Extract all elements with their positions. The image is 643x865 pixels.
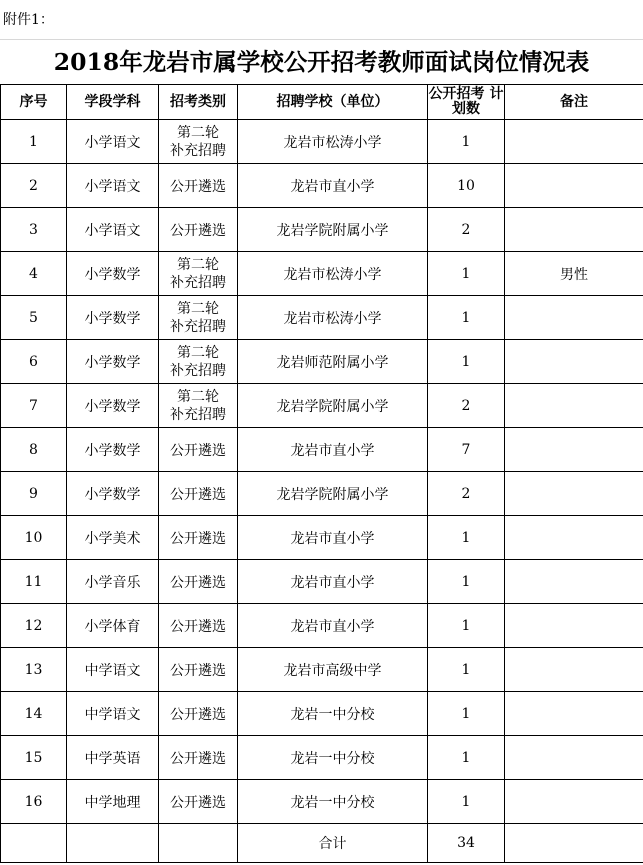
row-note [505,736,643,780]
row-number: 1 [1,120,67,164]
row-note [505,560,643,604]
row-number: 13 [1,648,67,692]
row-plan-count: 10 [428,164,505,208]
row-recruit-type-line: 第二轮 [177,124,219,141]
table-row [1,560,643,604]
row-note [505,648,643,692]
row-number: 8 [1,428,67,472]
row-note [505,384,643,428]
row-recruit-type: 公开遴选 [159,560,238,604]
row-subject: 中学地理 [67,780,159,824]
row-recruit-type [159,252,238,296]
total-label: 合计 [238,824,428,863]
row-plan-count: 1 [428,648,505,692]
row-number: 11 [1,560,67,604]
row-recruit-type: 公开遴选 [159,736,238,780]
row-recruit-type [159,296,238,340]
row-school: 龙岩师范附属小学 [238,340,428,384]
row-school: 龙岩市直小学 [238,164,428,208]
row-recruit-type-line: 第二轮 [177,300,219,317]
row-subject: 小学数学 [67,428,159,472]
row-school: 龙岩市直小学 [238,428,428,472]
header-subject: 学段学科 [67,85,159,120]
total-no-cell [1,824,67,863]
row-subject: 小学数学 [67,472,159,516]
row-recruit-type-line: 第二轮 [177,388,219,405]
row-recruit-type-line: 补充招聘 [170,318,226,335]
row-recruit-type: 公开遴选 [159,692,238,736]
table-row [1,208,643,252]
row-number: 6 [1,340,67,384]
row-school: 龙岩市直小学 [238,604,428,648]
total-value: 34 [428,824,505,863]
row-subject: 小学语文 [67,164,159,208]
table-row [1,164,643,208]
row-subject: 中学英语 [67,736,159,780]
row-plan-count: 1 [428,560,505,604]
row-school: 龙岩一中分校 [238,780,428,824]
row-recruit-type: 公开遴选 [159,604,238,648]
row-recruit-type: 公开遴选 [159,516,238,560]
row-recruit-type-line: 补充招聘 [170,362,226,379]
header-school: 招聘学校（单位） [238,85,428,120]
row-plan-count: 1 [428,252,505,296]
row-plan-count: 2 [428,208,505,252]
row-subject: 小学美术 [67,516,159,560]
row-subject: 小学语文 [67,120,159,164]
table-row [1,736,643,780]
header-type: 招考类别 [159,85,238,120]
table-row [1,340,643,384]
attachment-label: 附件1： [0,0,643,40]
row-school: 龙岩学院附属小学 [238,384,428,428]
row-note [505,428,643,472]
row-plan-count: 1 [428,780,505,824]
row-plan-count: 1 [428,296,505,340]
row-school: 龙岩市高级中学 [238,648,428,692]
row-subject: 小学数学 [67,384,159,428]
row-plan-count: 2 [428,384,505,428]
row-number: 3 [1,208,67,252]
row-recruit-type-line: 第二轮 [177,344,219,361]
row-school: 龙岩市松涛小学 [238,252,428,296]
row-note [505,296,643,340]
table-row [1,780,643,824]
table-row [1,648,643,692]
row-plan-count: 1 [428,516,505,560]
row-number: 4 [1,252,67,296]
row-note [505,780,643,824]
table-row [1,252,643,296]
row-plan-count: 7 [428,428,505,472]
total-note-cell [505,824,643,863]
header-plan [428,85,505,120]
row-recruit-type-line: 补充招聘 [170,142,226,159]
row-subject: 小学数学 [67,340,159,384]
row-note [505,472,643,516]
row-recruit-type: 公开遴选 [159,164,238,208]
header-no: 序号 [1,85,67,120]
row-note [505,120,643,164]
row-subject: 小学数学 [67,252,159,296]
total-subject-cell [67,824,159,863]
table-row [1,384,643,428]
row-school: 龙岩市松涛小学 [238,120,428,164]
table-row [1,296,643,340]
row-plan-count: 1 [428,120,505,164]
table-row [1,516,643,560]
row-recruit-type: 公开遴选 [159,472,238,516]
header-plan-line1: 公开招考 [428,86,485,102]
row-note [505,604,643,648]
row-school: 龙岩学院附属小学 [238,472,428,516]
row-school: 龙岩市直小学 [238,560,428,604]
header-note: 备注 [505,85,643,120]
row-note [505,516,643,560]
row-recruit-type [159,384,238,428]
row-plan-count: 1 [428,604,505,648]
row-recruit-type-line: 补充招聘 [170,406,226,423]
row-number: 5 [1,296,67,340]
header-row [1,85,643,120]
row-subject: 小学体育 [67,604,159,648]
row-subject: 小学数学 [67,296,159,340]
row-subject: 中学语文 [67,648,159,692]
row-school: 龙岩一中分校 [238,736,428,780]
row-subject: 小学语文 [67,208,159,252]
row-recruit-type: 公开遴选 [159,208,238,252]
row-number: 9 [1,472,67,516]
table-row [1,604,643,648]
row-school: 龙岩一中分校 [238,692,428,736]
row-note [505,692,643,736]
page-title: 2018年龙岩市属学校公开招考教师面试岗位情况表 [53,48,590,76]
row-number: 7 [1,384,67,428]
row-recruit-type: 公开遴选 [159,648,238,692]
table-row [1,472,643,516]
row-recruit-type [159,340,238,384]
row-plan-count: 1 [428,692,505,736]
row-recruit-type-line: 第二轮 [177,256,219,273]
row-note: 男性 [505,252,643,296]
row-recruit-type [159,120,238,164]
row-school: 龙岩市松涛小学 [238,296,428,340]
row-number: 10 [1,516,67,560]
row-subject: 中学语文 [67,692,159,736]
row-plan-count: 1 [428,736,505,780]
row-school: 龙岩学院附属小学 [238,208,428,252]
row-school: 龙岩市直小学 [238,516,428,560]
row-plan-count: 2 [428,472,505,516]
row-subject: 小学音乐 [67,560,159,604]
row-recruit-type: 公开遴选 [159,780,238,824]
table-row [1,120,643,164]
positions-table [0,84,643,863]
row-number: 14 [1,692,67,736]
row-plan-count: 1 [428,340,505,384]
row-note [505,208,643,252]
table-row [1,428,643,472]
row-number: 12 [1,604,67,648]
row-recruit-type: 公开遴选 [159,428,238,472]
total-row [1,824,643,863]
table-row [1,692,643,736]
table-body [1,120,643,824]
row-note [505,340,643,384]
row-note [505,164,643,208]
total-type-cell [159,824,238,863]
row-recruit-type-line: 补充招聘 [170,274,226,291]
row-number: 2 [1,164,67,208]
header-plan-line2: 计划数 [452,86,504,117]
row-number: 16 [1,780,67,824]
row-number: 15 [1,736,67,780]
